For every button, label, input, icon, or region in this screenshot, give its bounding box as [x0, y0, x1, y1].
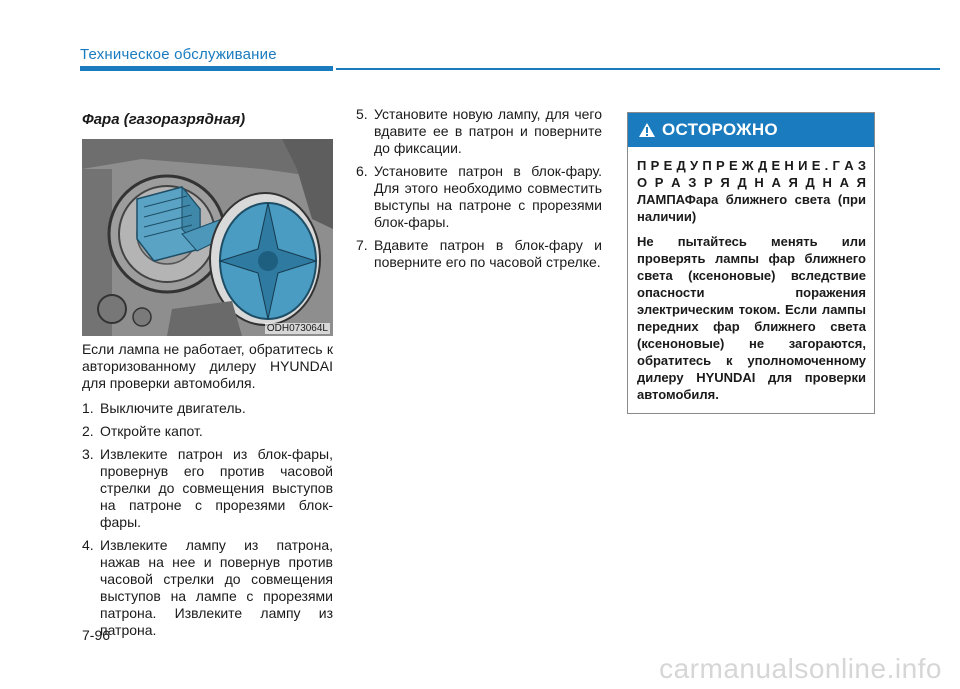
step-number: 1.	[82, 400, 94, 416]
step-number: 2.	[82, 423, 94, 439]
middle-column	[356, 106, 602, 277]
section-title: Фара (газоразрядная)	[82, 111, 246, 128]
step-item	[82, 400, 333, 417]
step-text: Вдавите патрон в блок-фару и поверните его по часовой стрелке.	[374, 237, 602, 270]
steps-list-1	[82, 400, 333, 639]
warning-triangle-icon	[638, 122, 656, 138]
headlamp-drawing	[82, 139, 333, 336]
step-text: Извлеките патрон из блок-фары, провернув его против часовой стрелки до совмещения выступов на патроне с прорезями блок-фары.	[100, 446, 333, 530]
warning-box	[627, 112, 875, 414]
step-text: Откройте капот.	[100, 423, 203, 439]
step-item	[82, 446, 333, 531]
step-text: Установите патрон в блок-фару. Для этого необходимо совместить выступы на патроне с прорезями блок-фары.	[374, 163, 602, 230]
step-number: 7.	[356, 237, 368, 253]
step-number: 3.	[82, 446, 94, 462]
step-item	[82, 423, 333, 440]
step-item	[356, 163, 602, 231]
step-item	[356, 237, 602, 271]
left-column	[82, 341, 333, 645]
steps-list-2	[356, 106, 602, 271]
headlamp-illustration	[82, 139, 333, 336]
intro-text: Если лампа не работает, обратитесь к авторизованному дилеру HYUNDAI для проверки автомобиля.	[82, 341, 333, 391]
header-rule-thin	[336, 68, 940, 70]
page-number: 7-96	[82, 627, 111, 643]
watermark: carmanualsonline.info	[659, 653, 942, 684]
warning-header	[628, 113, 874, 147]
step-text: Извлеките лампу из патрона, нажав на нее и повернув против часовой стрелки до совмещения выступов на лампе с прорезями патрона. Извлеките лампу из патрона.	[100, 537, 333, 638]
warning-body	[628, 147, 874, 403]
step-number: 5.	[356, 106, 368, 122]
step-number: 6.	[356, 163, 368, 179]
step-item	[356, 106, 602, 157]
step-text: Установите новую лампу, для чего вдавите ее в патрон и поверните до фиксации.	[374, 106, 602, 156]
step-text: Выключите двигатель.	[100, 400, 246, 416]
step-number: 4.	[82, 537, 94, 553]
header-rule-thick	[80, 66, 333, 71]
warning-para-1: П Р Е Д У П Р Е Ж Д Е Н И Е . Г А З О Р А З Р Я Д Н А Я Д Н А Я ЛАМПАФара ближнего света (при наличии)	[637, 158, 866, 224]
warning-para-2: Не пытайтесь менять или проверять лампы фар ближнего света (ксеноновые) вследствие опасности поражения электрическим током. Если лампы передних фар ближнего света (ксеноновые) не загораются, обратитесь к уполномоченному дилеру HYUNDAI для проверки автомобиля.	[637, 234, 866, 402]
step-item	[82, 537, 333, 639]
figure-code: ODH073064L	[266, 323, 328, 334]
warning-title: ОСТОРОЖНО	[662, 120, 778, 139]
running-header: Техническое обслуживание	[80, 46, 277, 63]
